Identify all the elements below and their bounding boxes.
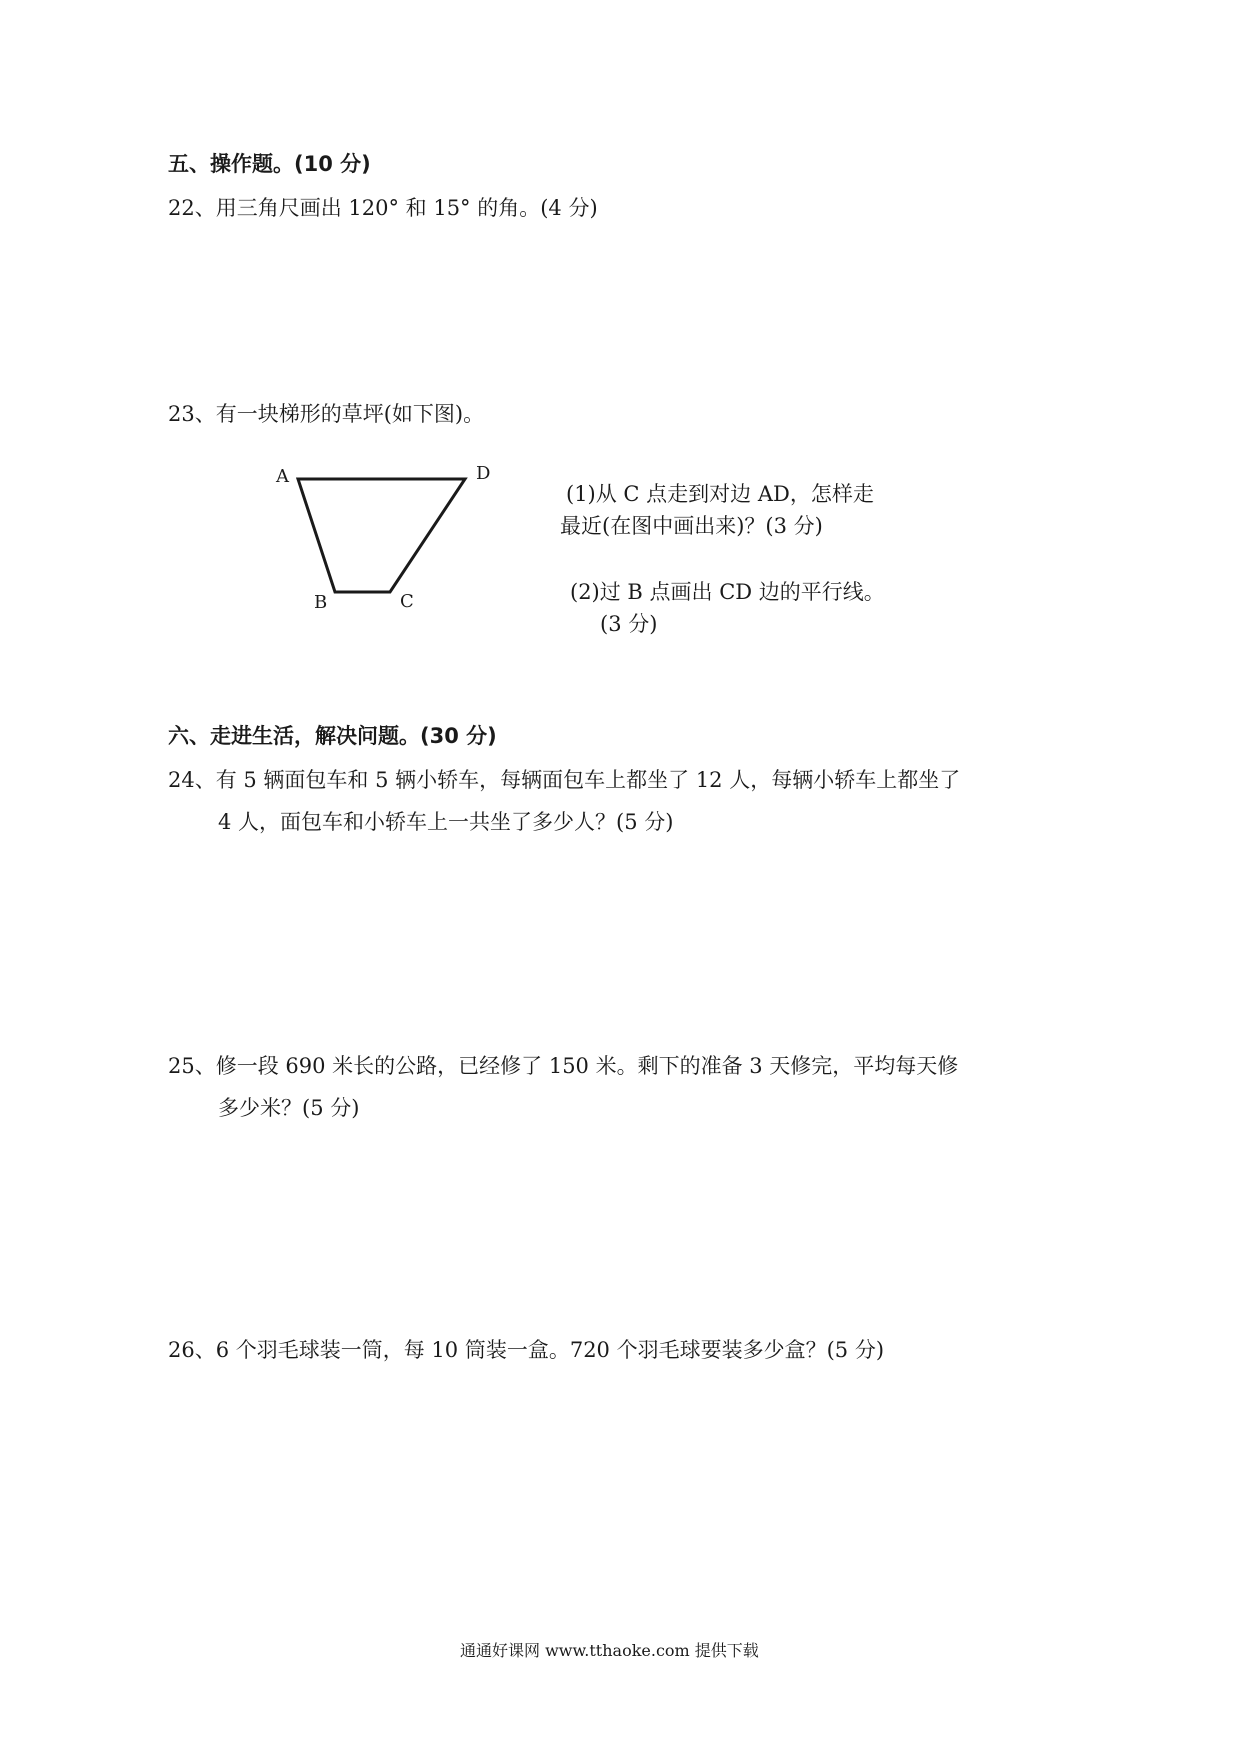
question-26: 26、6 个羽毛球装一筒，每 10 筒装一盒。720 个羽毛球要装多少盒？(5 分) [168, 1338, 885, 1362]
section5-title: 五、操作题。(10 分) [168, 152, 371, 176]
question-22: 22、用三角尺画出 120° 和 15° 的角。(4 分) [168, 196, 598, 220]
question-24-line1: 24、有 5 辆面包车和 5 辆小轿车，每辆面包车上都坐了 12 人，每辆小轿车上都坐了 [168, 768, 961, 792]
question-25-line1: 25、修一段 690 米长的公路，已经修了 150 米。剩下的准备 3 天修完，平均每天修 [168, 1054, 959, 1078]
vertex-label-a: A [276, 466, 289, 487]
question-24-line2: 4 人，面包车和小轿车上一共坐了多少人？(5 分) [218, 810, 674, 834]
vertex-label-d: D [476, 463, 491, 484]
section6-title: 六、走进生活，解决问题。(30 分) [168, 724, 497, 748]
question-23-part2-line1: (2)过 B 点画出 CD 边的平行线。 [570, 580, 885, 604]
vertex-label-c: C [400, 591, 414, 612]
question-23-part1-line2: 最近(在图中画出来)？(3 分) [560, 514, 823, 538]
trapezoid-diagram [270, 455, 500, 625]
trapezoid-figure [270, 455, 500, 625]
question-23-part1-line1: (1)从 C 点走到对边 AD，怎样走 [566, 482, 874, 506]
vertex-label-b: B [314, 592, 328, 613]
question-23-stem: 23、有一块梯形的草坪(如下图)。 [168, 402, 485, 426]
page-footer: 通通好课网 www.tthaoke.com 提供下载 [460, 1641, 759, 1660]
trapezoid-shape [298, 479, 465, 592]
question-25-line2: 多少米？(5 分) [218, 1096, 360, 1120]
question-23-part2-line2: (3 分) [600, 612, 658, 636]
